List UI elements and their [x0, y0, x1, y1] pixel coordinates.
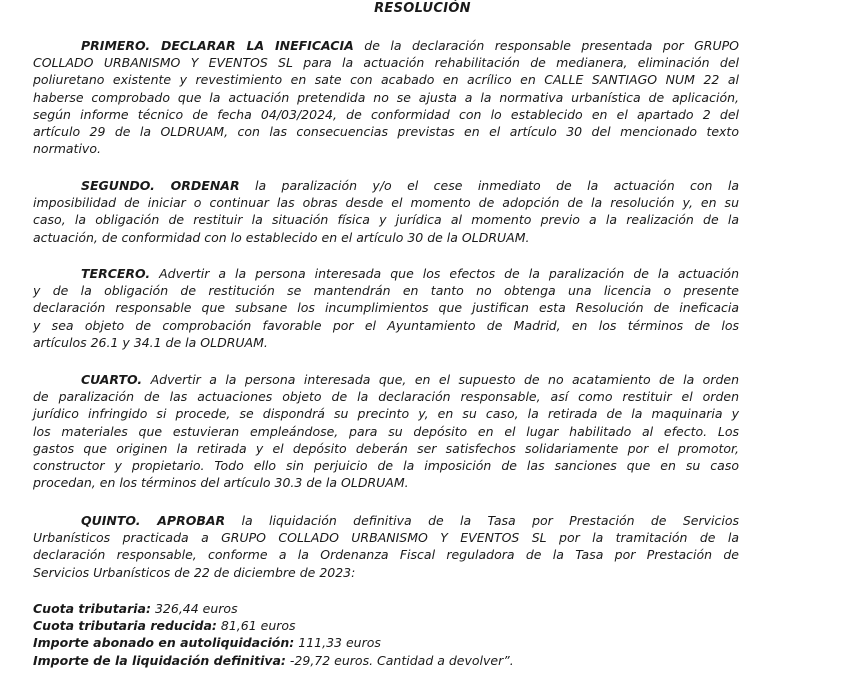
- fee-label: Importe de la liquidación definitiva:: [33, 652, 286, 668]
- paragraph-quinto: [33, 512, 739, 581]
- paragraph-line: jurídico infringido si procede, se dispondrá su precinto y, en su caso, la retirada de la maquinaria y: [33, 406, 739, 422]
- paragraph-line: TERCERO. Advertir a la persona interesada que los efectos de la paralización de la actuación: [81, 266, 739, 281]
- paragraph-lead: SEGUNDO. ORDENAR: [81, 178, 240, 193]
- paragraph-primero: [33, 37, 739, 157]
- paragraph-lead: PRIMERO. DECLARAR LA INEFICACIA: [81, 38, 354, 53]
- paragraph-line: poliuretano existente y revestimiento en sate con acabado en acrílico en CALLE SANTIAGO NUM 22 al: [33, 72, 739, 88]
- paragraph-line: artículos 26.1 y 34.1 de la OLDRUAM.: [33, 334, 268, 350]
- fee-row-importe-abonado: [33, 634, 739, 651]
- paragraph-lead: CUARTO.: [81, 372, 143, 387]
- paragraph-line: PRIMERO. DECLARAR LA INEFICACIA de la declaración responsable presentada por GRUPO: [81, 38, 739, 53]
- fee-label: Importe abonado en autoliquidación:: [33, 635, 295, 651]
- paragraph-line: SEGUNDO. ORDENAR la paralización y/o el cese inmediato de la actuación con la: [81, 178, 739, 193]
- paragraph-line: Servicios Urbanísticos de 22 de diciembre de 2023:: [33, 564, 356, 580]
- paragraph-line: imposibilidad de iniciar o continuar las obras desde el momento de adopción de la resolución y, en su: [33, 195, 739, 211]
- paragraph-lead: TERCERO.: [81, 266, 151, 281]
- paragraph-tercero: [33, 265, 739, 351]
- fee-row-cuota: [33, 600, 739, 617]
- paragraph-line: según informe técnico de fecha 04/03/2024, de conformidad con lo establecido en el apartado 2 del: [33, 106, 739, 122]
- fee-label: Cuota tributaria reducida:: [33, 618, 217, 634]
- paragraph-segundo: [33, 177, 739, 246]
- paragraph-line: declaración responsable que subsane los incumplimientos que justifican esta Resolución de ineficacia: [33, 300, 739, 316]
- paragraph-line: procedan, en los términos del artículo 30.3 de la OLDRUAM.: [33, 475, 409, 491]
- paragraph-line: haberse comprobado que la actuación pretendida no se ajusta a la normativa urbanística de aplicación,: [33, 89, 739, 105]
- paragraph-line: Urbanísticos practicada a GRUPO COLLADO URBANISMO Y EVENTOS SL por la tramitación de la: [33, 530, 739, 546]
- paragraph-line: constructor y propietario. Todo ello sin perjuicio de la imposición de las sanciones que en su caso: [33, 458, 739, 474]
- paragraph-line: declaración responsable, conforme a la Ordenanza Fiscal reguladora de la Tasa por Prestación de: [33, 547, 739, 563]
- paragraph-line: normativo.: [33, 141, 101, 157]
- paragraph-line: los materiales que estuvieran empleándose, para su depósito en el lugar habilitado al efecto. Los: [33, 423, 739, 439]
- fee-row-cuota-reducida: [33, 617, 739, 634]
- fee-row-liquidacion-definitiva: [33, 652, 739, 669]
- paragraph-line: COLLADO URBANISMO Y EVENTOS SL para la actuación rehabilitación de medianera, eliminación del: [33, 55, 739, 71]
- paragraph-line: de paralización de las actuaciones objeto de la declaración responsable, así como restituir el orden: [33, 389, 739, 405]
- paragraph-line: actuación, de conformidad con lo establecido en el artículo 30 de la OLDRUAM.: [33, 229, 530, 245]
- paragraph-cuarto: [33, 371, 739, 491]
- resolution-title: RESOLUCIÓN: [374, 1, 471, 16]
- fee-value: 326,44 euros: [151, 601, 238, 616]
- paragraph-lead: QUINTO. APROBAR: [81, 513, 226, 528]
- fee-value: 111,33 euros: [294, 635, 381, 651]
- fee-value: -29,72 euros. Cantidad a devolver”.: [285, 652, 514, 668]
- paragraph-line: y sea objeto de comprobación favorable por el Ayuntamiento de Madrid, en los términos de los: [33, 317, 739, 333]
- paragraph-line: CUARTO. Advertir a la persona interesada que, en el supuesto de no acatamiento de la orden: [81, 372, 739, 387]
- paragraph-line: y de la obligación de restitución se mantendrán en tanto no obtenga una licencia o presente: [33, 283, 739, 299]
- paragraph-line: QUINTO. APROBAR la liquidación definitiva de la Tasa por Prestación de Servicios: [81, 513, 739, 528]
- paragraph-line: gastos que originen la retirada y el depósito deberán ser satisfechos solidariamente por el promotor,: [33, 440, 739, 456]
- paragraph-line: caso, la obligación de restituir la situación física y jurídica al momento previo a la realización de la: [33, 212, 739, 228]
- fee-value: 81,61 euros: [216, 618, 296, 634]
- fee-summary: [33, 600, 739, 669]
- fee-label: Cuota tributaria:: [33, 601, 151, 616]
- paragraph-line: artículo 29 de la OLDRUAM, con las consecuencias previstas en el artículo 30 del mencionado texto: [33, 124, 739, 140]
